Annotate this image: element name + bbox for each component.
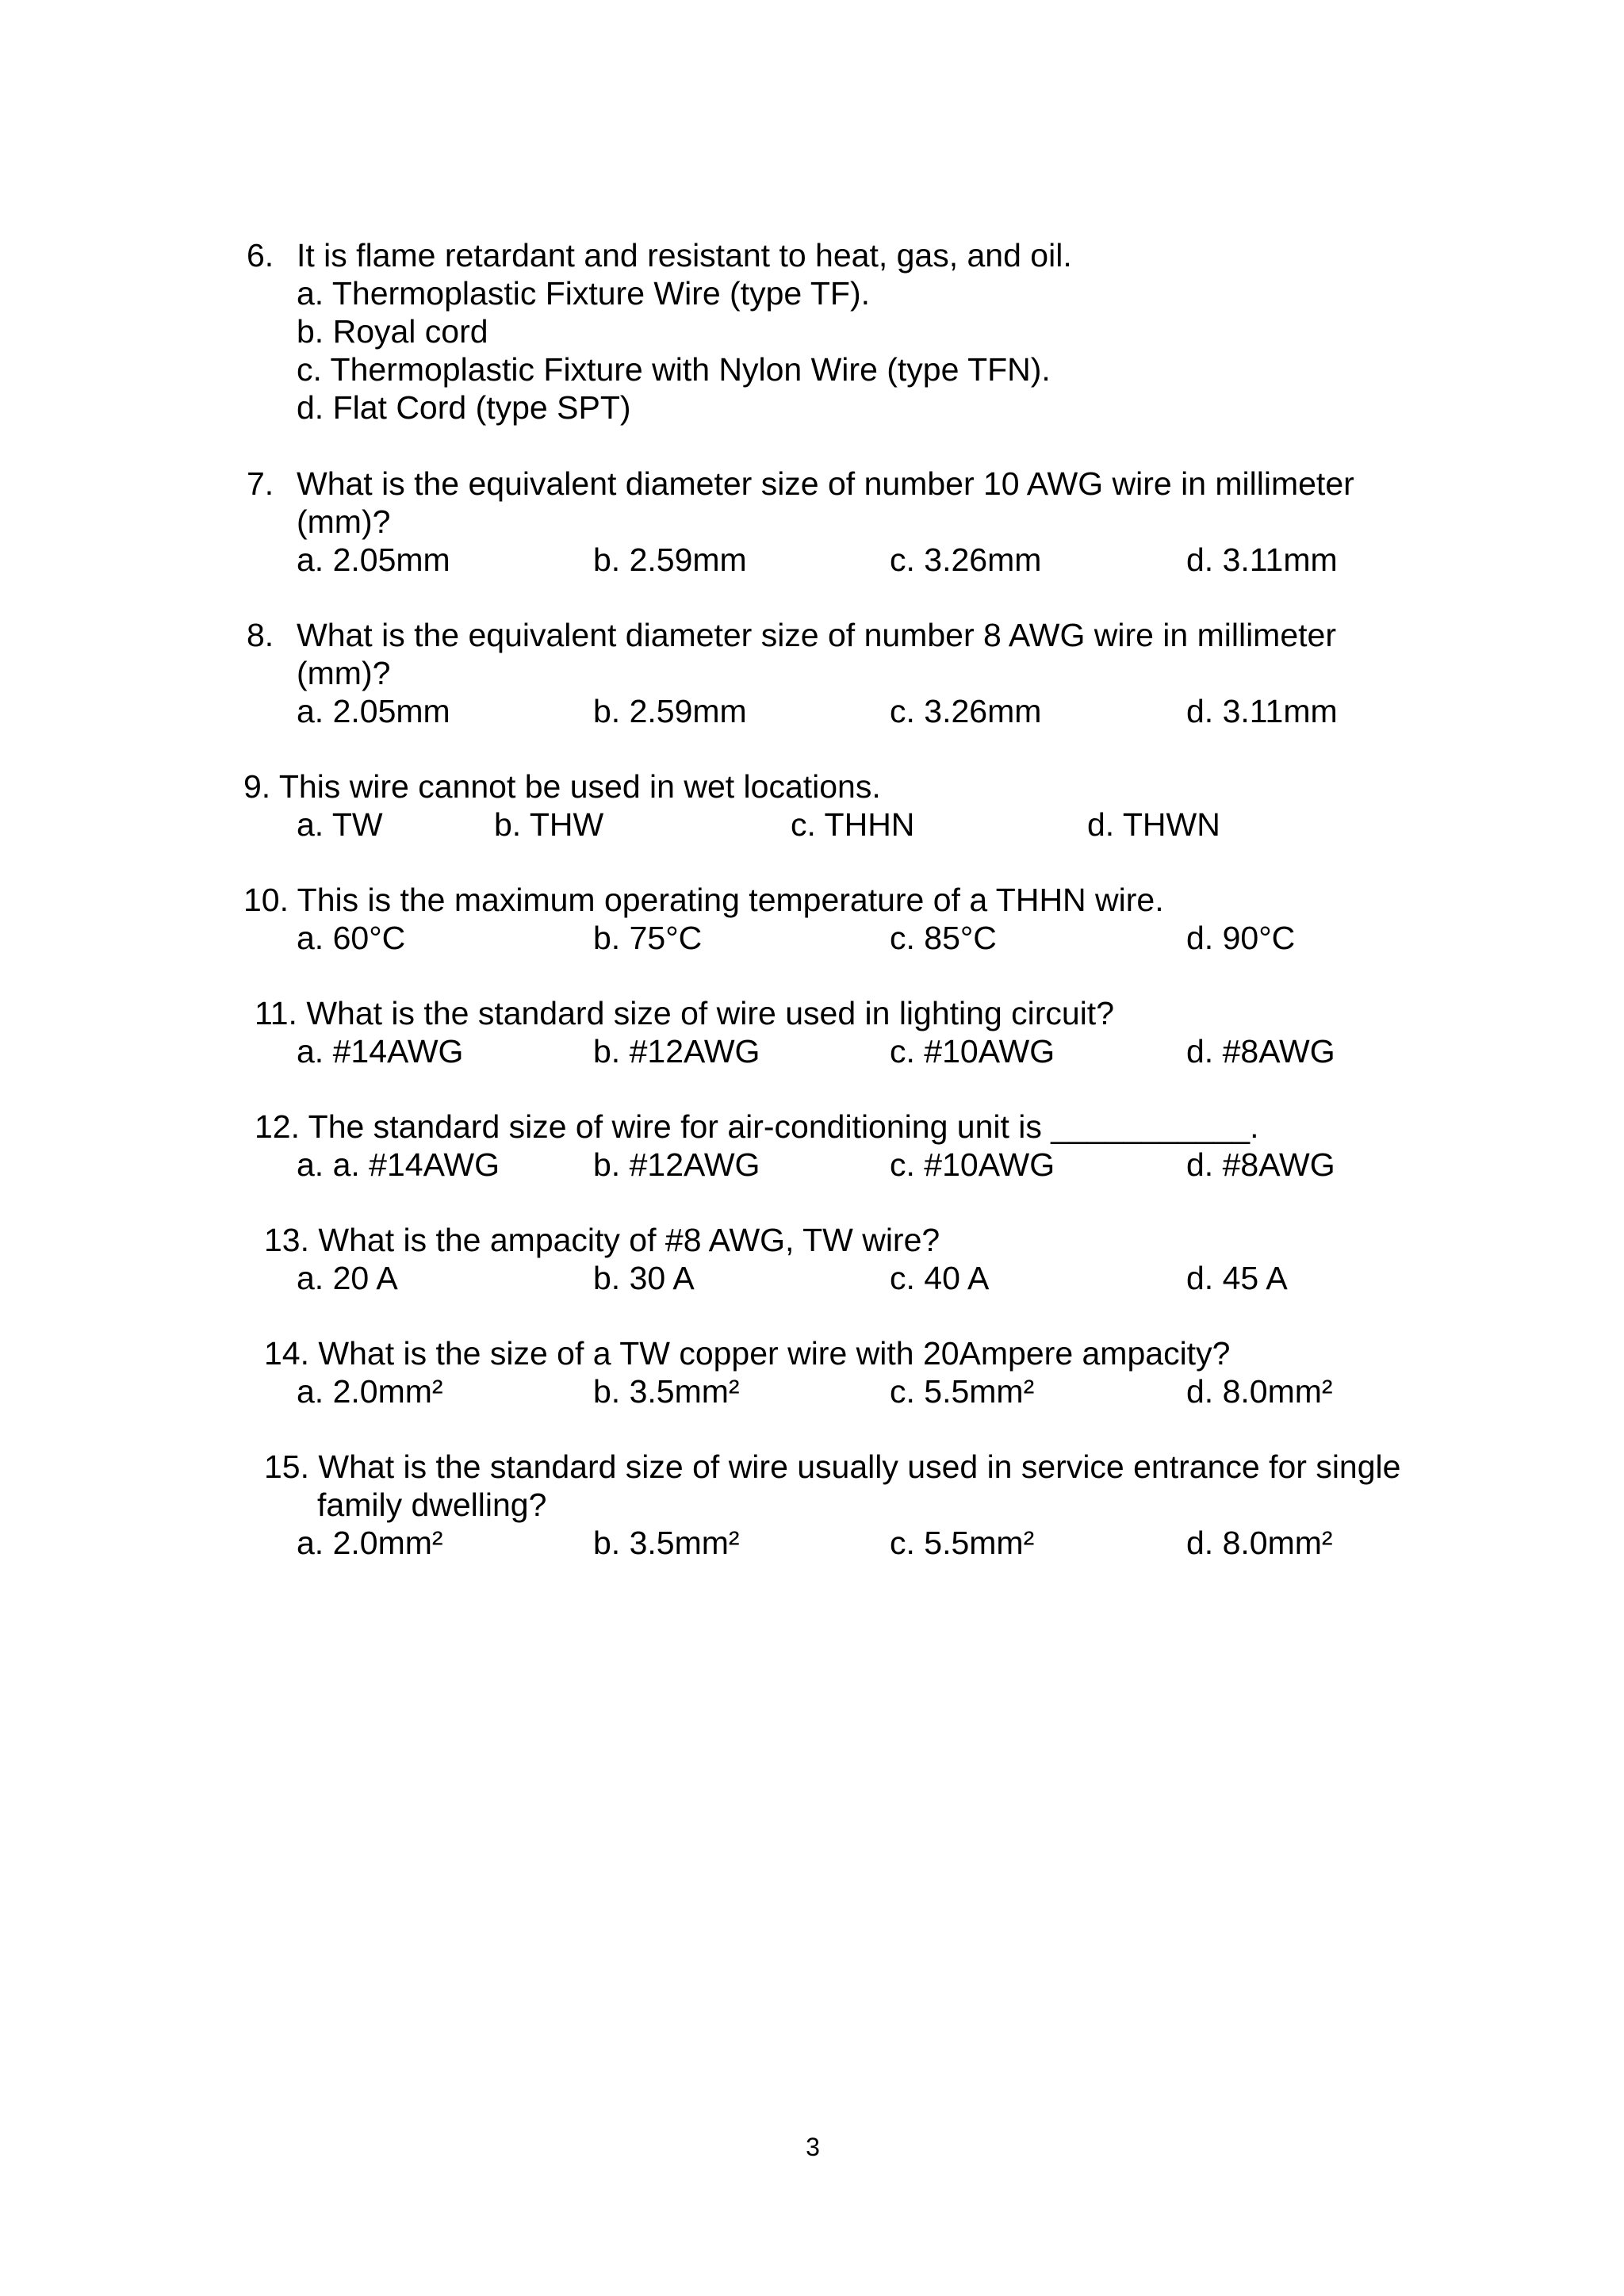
option-a: a. TW — [297, 806, 383, 843]
option-d: d. 90°C — [1186, 920, 1296, 956]
option-c: c. 5.5mm² — [890, 1525, 1035, 1561]
question-stem: What is the equivalent diameter size of number 10 AWG wire in millimeter — [297, 465, 1354, 502]
question-stem-continued: family dwelling? — [317, 1487, 547, 1523]
question-stem: 15. What is the standard size of wire usually used in service entrance for single — [264, 1448, 1401, 1485]
option-b: b. THW — [494, 806, 604, 843]
option-a: a. a. #14AWG — [297, 1146, 500, 1183]
question-stem-continued: (mm)? — [297, 655, 391, 691]
option-b: b. 3.5mm² — [593, 1525, 740, 1561]
question-number: 7. — [247, 465, 274, 502]
question-number: 8. — [247, 617, 274, 653]
option-d: d. #8AWG — [1186, 1033, 1335, 1070]
option-c: c. Thermoplastic Fixture with Nylon Wire (type TFN). — [297, 351, 1051, 388]
option-c: c. #10AWG — [890, 1146, 1055, 1183]
question-stem: 11. What is the standard size of wire used in lighting circuit? — [255, 995, 1114, 1031]
option-a: a. 2.05mm — [297, 541, 450, 578]
option-c: c. 85°C — [890, 920, 997, 956]
page-number: 3 — [806, 2133, 820, 2161]
question-stem: What is the equivalent diameter size of number 8 AWG wire in millimeter — [297, 617, 1336, 653]
option-d: d. 3.11mm — [1186, 693, 1338, 729]
option-b: b. 30 A — [593, 1260, 695, 1296]
option-c: c. 40 A — [890, 1260, 990, 1296]
question-stem-continued: (mm)? — [297, 503, 391, 540]
option-c: c. 5.5mm² — [890, 1373, 1035, 1410]
option-c: c. #10AWG — [890, 1033, 1055, 1070]
option-a: a. 2.0mm² — [297, 1373, 443, 1410]
option-d: d. 3.11mm — [1186, 541, 1338, 578]
option-d: d. THWN — [1087, 806, 1220, 843]
question-stem: 10. This is the maximum operating temperature of a THHN wire. — [243, 882, 1164, 918]
option-a: a. #14AWG — [297, 1033, 464, 1070]
option-b: b. 75°C — [593, 920, 703, 956]
question-stem: 13. What is the ampacity of #8 AWG, TW wire? — [264, 1222, 940, 1258]
question-stem: 9. This wire cannot be used in wet locations. — [243, 768, 881, 805]
option-d: d. 8.0mm² — [1186, 1525, 1333, 1561]
option-c: c. 3.26mm — [890, 541, 1042, 578]
option-a: a. 2.0mm² — [297, 1525, 443, 1561]
option-a: a. 2.05mm — [297, 693, 450, 729]
option-a: a. 20 A — [297, 1260, 398, 1296]
option-b: b. 2.59mm — [593, 541, 747, 578]
option-a: a. Thermoplastic Fixture Wire (type TF). — [297, 275, 870, 312]
option-b: b. 3.5mm² — [593, 1373, 740, 1410]
option-b: b. Royal cord — [297, 313, 488, 350]
option-b: b. 2.59mm — [593, 693, 747, 729]
question-stem: 12. The standard size of wire for air-conditioning unit is ___________. — [255, 1108, 1259, 1145]
option-d: d. #8AWG — [1186, 1146, 1335, 1183]
option-b: b. #12AWG — [593, 1146, 760, 1183]
option-c: c. 3.26mm — [890, 693, 1042, 729]
option-a: a. 60°C — [297, 920, 406, 956]
option-d: d. 8.0mm² — [1186, 1373, 1333, 1410]
question-stem: 14. What is the size of a TW copper wire with 20Ampere ampacity? — [264, 1335, 1231, 1372]
option-d: d. Flat Cord (type SPT) — [297, 389, 631, 426]
option-d: d. 45 A — [1186, 1260, 1288, 1296]
option-c: c. THHN — [791, 806, 915, 843]
question-stem: It is flame retardant and resistant to heat, gas, and oil. — [297, 237, 1072, 274]
option-b: b. #12AWG — [593, 1033, 760, 1070]
question-number: 6. — [247, 237, 274, 274]
